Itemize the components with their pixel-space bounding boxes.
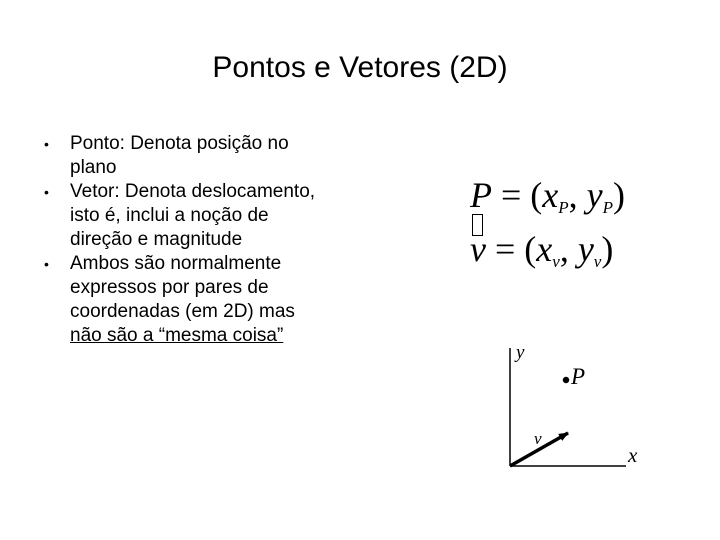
eq-comma: , xyxy=(559,229,578,269)
eq-lhs: v xyxy=(470,229,486,269)
eq-x: x xyxy=(542,175,559,215)
eq-lhs: P xyxy=(470,175,492,215)
vector-label: v xyxy=(534,429,542,448)
eq-y: y xyxy=(586,175,603,215)
bullet-line: direção e magnitude xyxy=(70,229,243,250)
eq-y-sub: P xyxy=(602,198,614,217)
eq-close: ) xyxy=(613,175,626,215)
bullet-line: Ponto: Denota posição no xyxy=(70,133,289,154)
eq-comma: , xyxy=(568,175,587,215)
y-axis-label: y xyxy=(516,342,525,363)
bullet-line: Vetor: Denota deslocamento, xyxy=(70,181,316,202)
point-marker xyxy=(563,377,569,383)
bullet-line-underlined: não são a “mesma coisa” xyxy=(70,325,284,346)
bullet-line: Ambos são normalmente xyxy=(70,253,282,274)
eq-equals: = ( xyxy=(485,229,537,269)
eq-x-sub: P xyxy=(558,198,569,217)
eq-close: ) xyxy=(601,229,614,269)
slide-title: Pontos e Vetores (2D) xyxy=(212,51,508,84)
eq-x: x xyxy=(536,229,553,269)
bullet-line: plano xyxy=(70,157,117,178)
bullet-line: coordenadas (em 2D) mas xyxy=(70,301,295,322)
eq-y: y xyxy=(577,229,594,269)
bullet-line: expressos por pares de xyxy=(70,277,269,298)
bullet-dot: • xyxy=(44,256,49,272)
bullet-line: isto é, inclui a noção de xyxy=(70,205,269,226)
eq-x-sub: v xyxy=(552,252,560,271)
bullet-dot: • xyxy=(44,184,49,200)
eq-y-sub: v xyxy=(593,252,602,271)
bullet-dot: • xyxy=(44,136,49,152)
x-axis-label: x xyxy=(628,443,638,467)
eq-equals: = ( xyxy=(492,175,543,215)
point-label: P xyxy=(571,364,586,389)
